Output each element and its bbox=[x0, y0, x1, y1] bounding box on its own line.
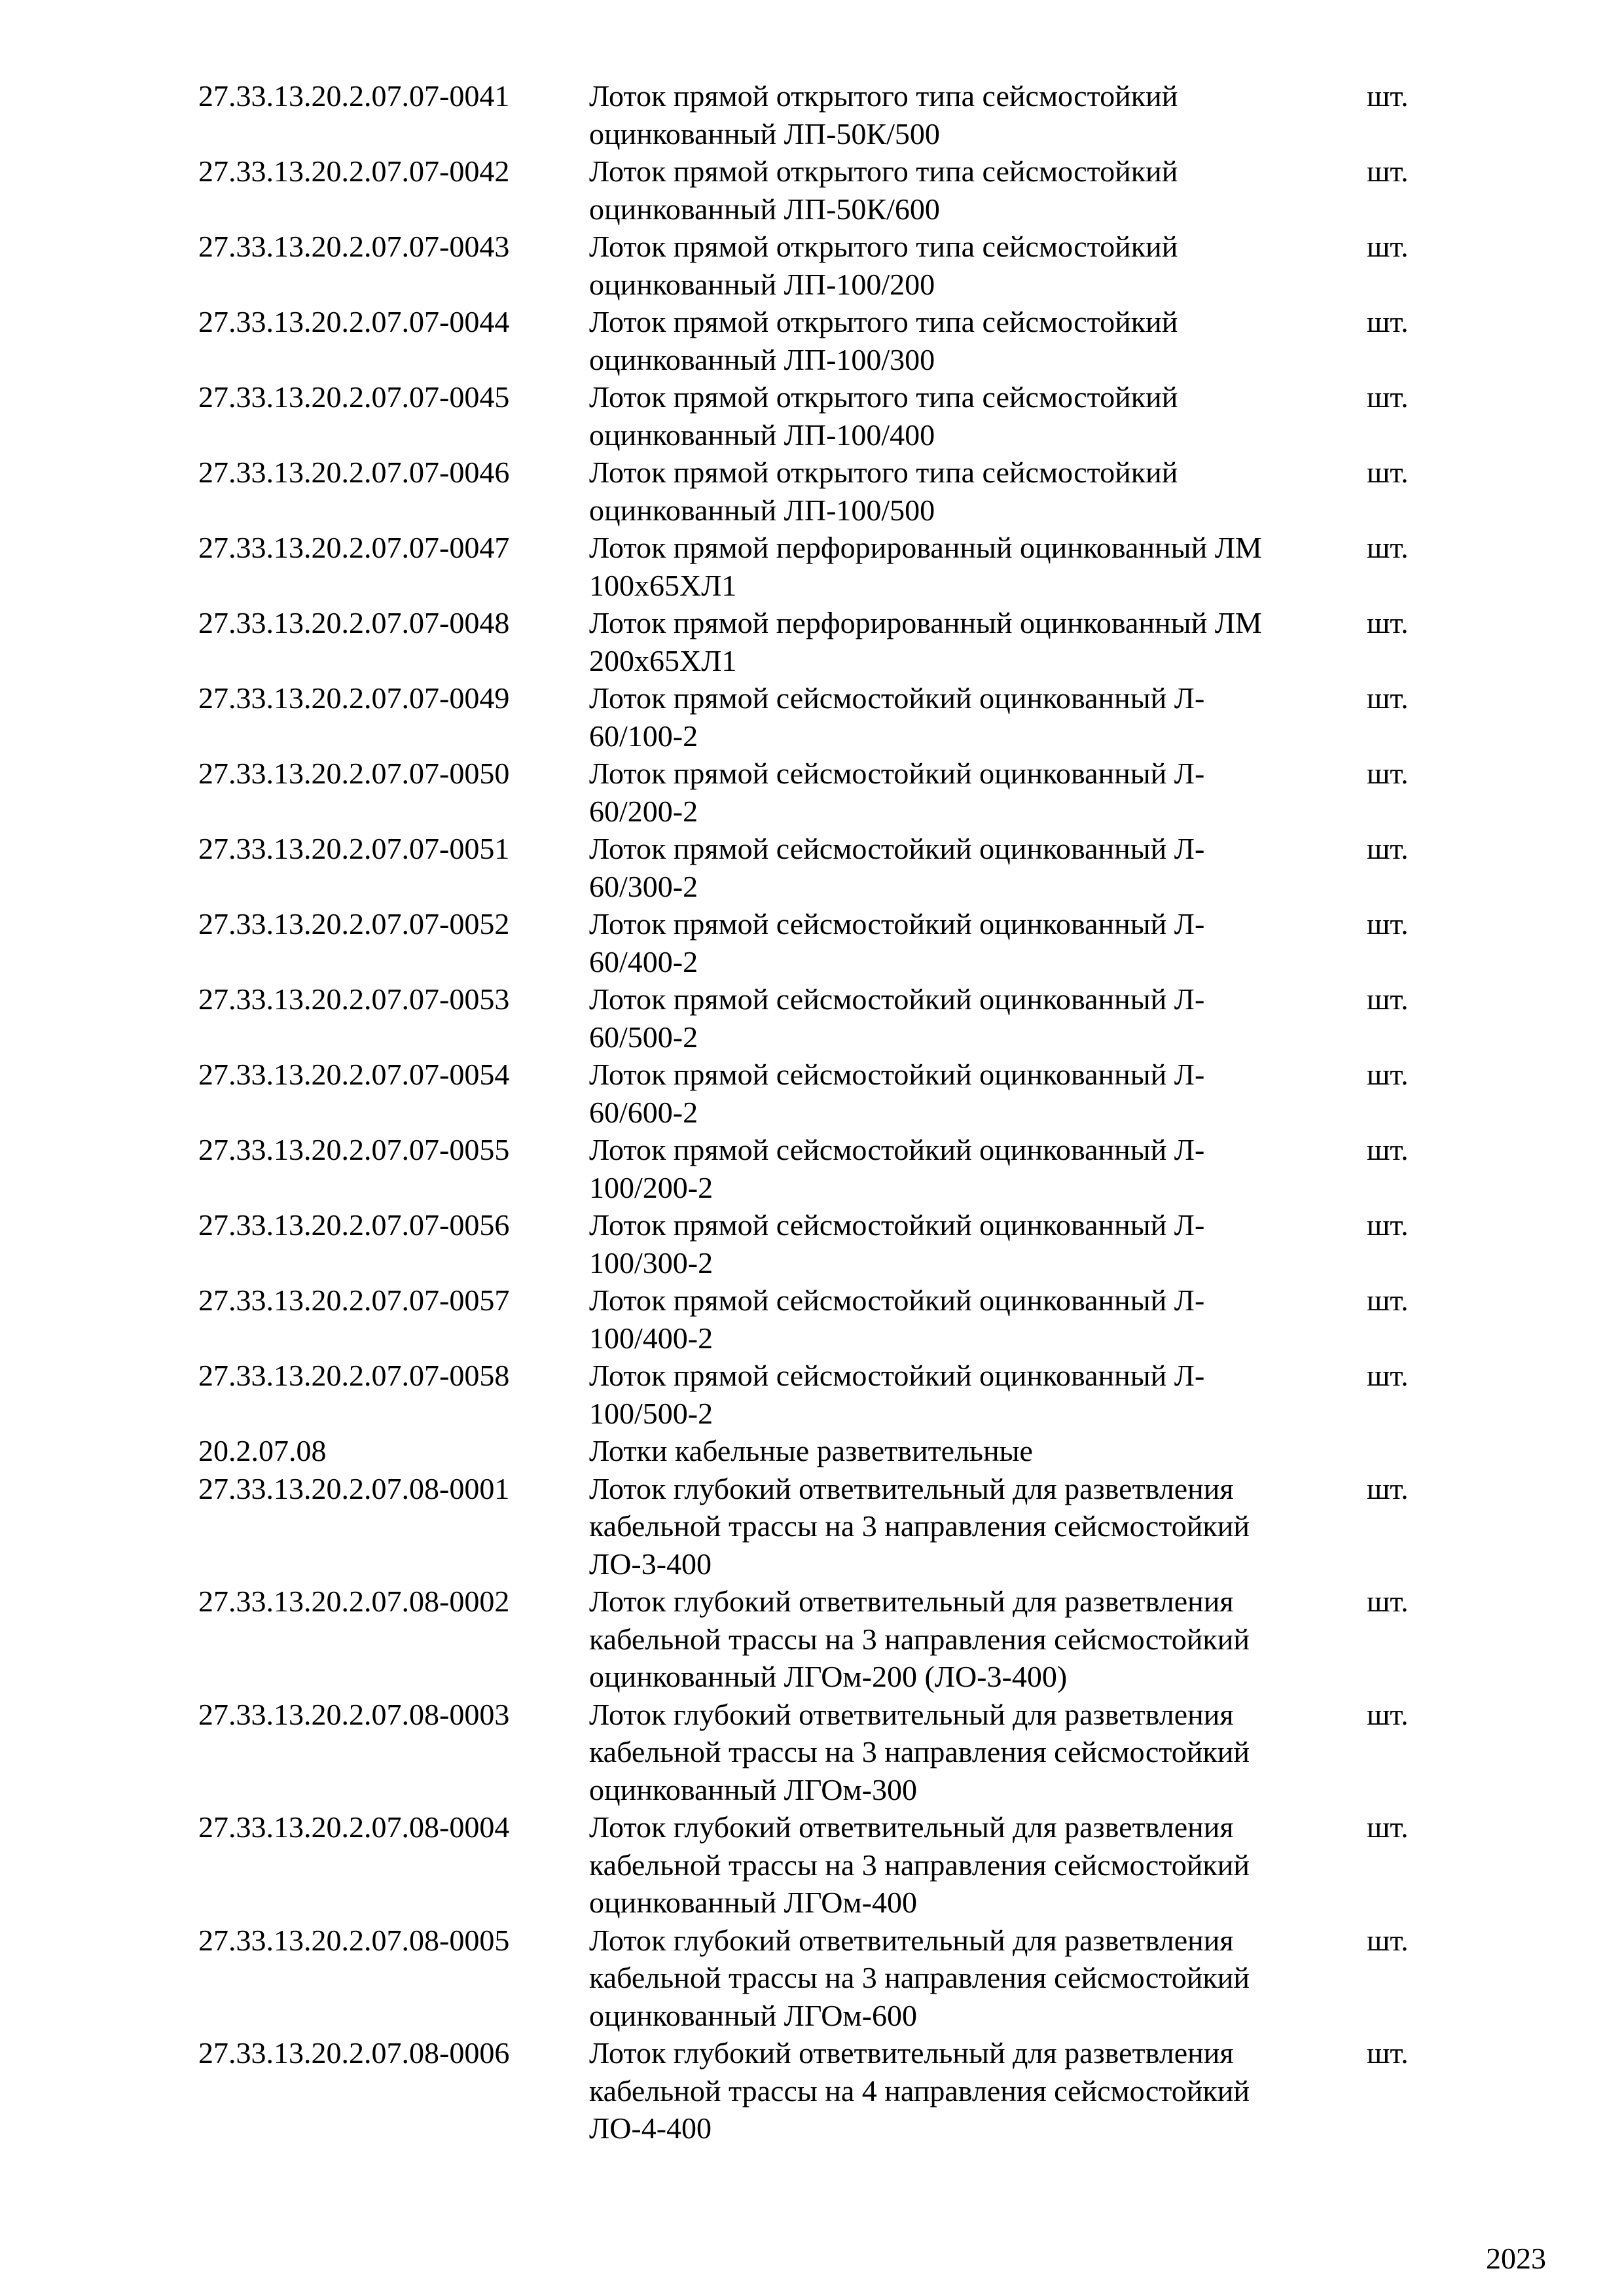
table-row bbox=[198, 77, 1442, 152]
resource-code: 27.33.13.20.2.07.07-0056 bbox=[198, 1208, 510, 1242]
resource-name-line: кабельной трассы на 3 направления сейсмостойкий bbox=[589, 1509, 1250, 1543]
table-row bbox=[198, 303, 1442, 378]
resource-name-line: 60/500-2 bbox=[589, 1020, 698, 1054]
resource-name-line: оцинкованный ЛП-100/300 bbox=[589, 342, 935, 376]
resource-name-line: 60/100-2 bbox=[589, 719, 698, 753]
unit-of-measure: шт. bbox=[1367, 456, 1409, 489]
table-row bbox=[198, 1131, 1442, 1206]
unit-of-measure: шт. bbox=[1367, 1923, 1409, 1957]
resource-name-line: оцинкованный ЛГОм-300 bbox=[589, 1772, 917, 1806]
resource-code: 27.33.13.20.2.07.07-0046 bbox=[198, 456, 510, 489]
resource-name-line: Лотки кабельные разветвительные bbox=[589, 1434, 1033, 1467]
table-row bbox=[198, 1808, 1442, 1922]
resource-name-line: 60/200-2 bbox=[589, 794, 698, 828]
resource-name-line: 60/300-2 bbox=[589, 869, 698, 903]
resource-code: 27.33.13.20.2.07.07-0044 bbox=[198, 305, 510, 338]
resource-name bbox=[589, 679, 1276, 755]
resource-name bbox=[589, 1131, 1276, 1206]
resource-name-line: Лоток прямой сейсмостойкий оцинкованный Л- bbox=[589, 1058, 1205, 1091]
resource-name-line: оцинкованный ЛП-100/200 bbox=[589, 267, 935, 301]
resource-name-line: Лоток прямой открытого типа сейсмостойкий bbox=[589, 79, 1178, 113]
resource-name bbox=[589, 755, 1276, 830]
table-row bbox=[198, 905, 1442, 980]
resource-table bbox=[198, 77, 1442, 2147]
resource-code: 27.33.13.20.2.07.07-0041 bbox=[198, 79, 510, 113]
resource-name-line: оцинкованный ЛП-50К/600 bbox=[589, 192, 940, 226]
resource-code: 27.33.13.20.2.07.07-0042 bbox=[198, 154, 510, 188]
resource-name-line: Лоток глубокий ответвительный для разветвления bbox=[589, 2036, 1234, 2070]
table-row bbox=[198, 1357, 1442, 1432]
resource-code: 27.33.13.20.2.07.08-0001 bbox=[198, 1471, 510, 1505]
table-row bbox=[198, 679, 1442, 755]
resource-code: 27.33.13.20.2.07.07-0052 bbox=[198, 907, 510, 941]
resource-name bbox=[589, 1922, 1276, 2035]
resource-name-line: оцинкованный ЛГОм-600 bbox=[589, 1998, 917, 2032]
resource-name-line: Лоток прямой сейсмостойкий оцинкованный Л- bbox=[589, 1133, 1205, 1166]
resource-name-line: Лоток прямой открытого типа сейсмостойкий bbox=[589, 305, 1178, 338]
resource-code: 27.33.13.20.2.07.07-0043 bbox=[198, 230, 510, 263]
resource-name-line: Лоток прямой открытого типа сейсмостойкий bbox=[589, 230, 1178, 263]
resource-code: 27.33.13.20.2.07.07-0051 bbox=[198, 832, 510, 865]
resource-name bbox=[589, 152, 1276, 228]
resource-code: 27.33.13.20.2.07.08-0005 bbox=[198, 1923, 510, 1957]
resource-code: 27.33.13.20.2.07.07-0054 bbox=[198, 1058, 510, 1091]
resource-name bbox=[589, 830, 1276, 905]
table-row bbox=[198, 1432, 1442, 1470]
table-row bbox=[198, 1282, 1442, 1357]
resource-name bbox=[589, 1432, 1276, 1470]
resource-name-line: 100/400-2 bbox=[589, 1321, 713, 1355]
unit-of-measure: шт. bbox=[1367, 982, 1409, 1016]
resource-name-line: Лоток прямой сейсмостойкий оцинкованный Л- bbox=[589, 832, 1205, 865]
resource-code: 27.33.13.20.2.07.08-0003 bbox=[198, 1697, 510, 1731]
resource-code: 27.33.13.20.2.07.07-0047 bbox=[198, 531, 510, 564]
resource-name bbox=[589, 1696, 1276, 1809]
resource-name-line: Лоток прямой перфорированный оцинкованный ЛМ bbox=[589, 606, 1262, 639]
unit-of-measure: шт. bbox=[1367, 1133, 1409, 1166]
table-row bbox=[198, 454, 1442, 529]
resource-code: 27.33.13.20.2.07.07-0045 bbox=[198, 380, 510, 414]
resource-name-line: Лоток прямой сейсмостойкий оцинкованный Л- bbox=[589, 681, 1205, 715]
resource-name-line: оцинкованный ЛГОм-200 (ЛО-3-400) bbox=[589, 1660, 1068, 1693]
resource-name-line: Лоток глубокий ответвительный для разветвления bbox=[589, 1697, 1234, 1731]
resource-code: 27.33.13.20.2.07.08-0006 bbox=[198, 2036, 510, 2070]
table-row bbox=[198, 529, 1442, 604]
resource-name-line: Лоток прямой открытого типа сейсмостойкий bbox=[589, 380, 1178, 414]
unit-of-measure: шт. bbox=[1367, 907, 1409, 941]
resource-name-line: кабельной трассы на 3 направления сейсмостойкий bbox=[589, 1735, 1250, 1768]
resource-code: 27.33.13.20.2.07.08-0004 bbox=[198, 1810, 510, 1844]
resource-name bbox=[589, 905, 1276, 980]
resource-code: 27.33.13.20.2.07.07-0050 bbox=[198, 757, 510, 790]
resource-name-line: 100x65ХЛ1 bbox=[589, 568, 737, 602]
resource-code: 27.33.13.20.2.07.07-0055 bbox=[198, 1133, 510, 1166]
unit-of-measure: шт. bbox=[1367, 1810, 1409, 1844]
table-row bbox=[198, 1922, 1442, 2035]
resource-name-line: кабельной трассы на 4 направления сейсмостойкий bbox=[589, 2073, 1250, 2108]
resource-name bbox=[589, 1808, 1276, 1922]
resource-code: 27.33.13.20.2.07.07-0048 bbox=[198, 606, 510, 639]
resource-name-line: Лоток глубокий ответвительный для разветвления bbox=[589, 1810, 1234, 1844]
unit-of-measure: шт. bbox=[1367, 230, 1409, 263]
resource-name-line: 60/400-2 bbox=[589, 944, 698, 978]
table-row bbox=[198, 604, 1442, 679]
resource-name bbox=[589, 1583, 1276, 1696]
resource-name bbox=[589, 228, 1276, 303]
resource-name-line: Лоток глубокий ответвительный для разветвления bbox=[589, 1585, 1234, 1618]
resource-name-line: Лоток прямой сейсмостойкий оцинкованный Л- bbox=[589, 1283, 1205, 1317]
unit-of-measure: шт. bbox=[1367, 380, 1409, 414]
unit-of-measure: шт. bbox=[1367, 1471, 1409, 1505]
resource-name-line: оцинкованный ЛП-100/500 bbox=[589, 493, 935, 527]
unit-of-measure: шт. bbox=[1367, 2036, 1409, 2070]
table-row bbox=[198, 980, 1442, 1056]
unit-of-measure: шт. bbox=[1367, 832, 1409, 865]
resource-name bbox=[589, 1282, 1276, 1357]
resource-name-line: кабельной трассы на 3 направления сейсмостойкий bbox=[589, 1961, 1250, 1994]
table-row bbox=[198, 1696, 1442, 1809]
table-row bbox=[198, 152, 1442, 228]
resource-name-line: ЛО-4-400 bbox=[589, 2111, 712, 2145]
resource-name-line: Лоток прямой сейсмостойкий оцинкованный Л- bbox=[589, 1359, 1205, 1392]
resource-code: 27.33.13.20.2.07.07-0057 bbox=[198, 1283, 510, 1317]
resource-name bbox=[589, 1056, 1276, 1131]
resource-name-line: кабельной трассы на 3 направления сейсмостойкий bbox=[589, 1848, 1250, 1882]
table-row bbox=[198, 2034, 1442, 2147]
resource-name bbox=[589, 77, 1276, 152]
table-row bbox=[198, 378, 1442, 454]
unit-of-measure: шт. bbox=[1367, 531, 1409, 564]
unit-of-measure: шт. bbox=[1367, 1585, 1409, 1618]
resource-name-line: 100/200-2 bbox=[589, 1170, 713, 1204]
resource-code: 20.2.07.08 bbox=[198, 1434, 327, 1467]
resource-code: 27.33.13.20.2.07.08-0002 bbox=[198, 1585, 510, 1618]
resource-name-line: оцинкованный ЛГОм-400 bbox=[589, 1886, 917, 1919]
resource-name-line: 100/500-2 bbox=[589, 1396, 713, 1430]
resource-name bbox=[589, 303, 1276, 378]
table-row bbox=[198, 1056, 1442, 1131]
table-row bbox=[198, 228, 1442, 303]
resource-code: 27.33.13.20.2.07.07-0058 bbox=[198, 1359, 510, 1392]
page-number: 2023 bbox=[1486, 2242, 1546, 2275]
resource-name-line: 100/300-2 bbox=[589, 1246, 713, 1280]
unit-of-measure: шт. bbox=[1367, 606, 1409, 639]
resource-code: 27.33.13.20.2.07.07-0049 bbox=[198, 681, 510, 715]
resource-name-line: Лоток прямой перфорированный оцинкованный ЛМ bbox=[589, 531, 1262, 564]
resource-name bbox=[589, 1470, 1276, 1583]
resource-name-line: 200x65ХЛ1 bbox=[589, 643, 737, 677]
resource-name-line: оцинкованный ЛП-50К/500 bbox=[589, 117, 940, 151]
resource-code: 27.33.13.20.2.07.07-0053 bbox=[198, 982, 510, 1016]
unit-of-measure: шт. bbox=[1367, 757, 1409, 790]
table-row bbox=[198, 1583, 1442, 1696]
resource-name-line: Лоток глубокий ответвительный для разветвления bbox=[589, 1471, 1234, 1505]
resource-name-line: Лоток глубокий ответвительный для разветвления bbox=[589, 1923, 1234, 1957]
unit-of-measure: шт. bbox=[1367, 154, 1409, 188]
table-row bbox=[198, 1206, 1442, 1282]
unit-of-measure: шт. bbox=[1367, 1697, 1409, 1731]
resource-name-line: Лоток прямой открытого типа сейсмостойкий bbox=[589, 154, 1178, 188]
resource-name-line: Лоток прямой сейсмостойкий оцинкованный Л- bbox=[589, 757, 1205, 790]
resource-name-line: 60/600-2 bbox=[589, 1095, 698, 1129]
resource-name bbox=[589, 2034, 1276, 2147]
unit-of-measure: шт. bbox=[1367, 79, 1409, 113]
unit-of-measure: шт. bbox=[1367, 1208, 1409, 1242]
unit-of-measure: шт. bbox=[1367, 1359, 1409, 1392]
table-row bbox=[198, 755, 1442, 830]
resource-name bbox=[589, 1357, 1276, 1432]
resource-name bbox=[589, 454, 1276, 529]
resource-name bbox=[589, 1206, 1276, 1282]
resource-name-line: Лоток прямой сейсмостойкий оцинкованный Л- bbox=[589, 982, 1205, 1016]
resource-name bbox=[589, 529, 1276, 604]
resource-name-line: Лоток прямой сейсмостойкий оцинкованный Л- bbox=[589, 907, 1205, 941]
table-row bbox=[198, 1470, 1442, 1583]
resource-name-line: оцинкованный ЛП-100/400 bbox=[589, 418, 935, 452]
resource-name bbox=[589, 604, 1276, 679]
unit-of-measure: шт. bbox=[1367, 1058, 1409, 1091]
unit-of-measure: шт. bbox=[1367, 305, 1409, 338]
table-row bbox=[198, 830, 1442, 905]
resource-name-line: Лоток прямой открытого типа сейсмостойкий bbox=[589, 456, 1178, 489]
resource-name-line: кабельной трассы на 3 направления сейсмостойкий bbox=[589, 1622, 1250, 1656]
resource-name-line: ЛО-3-400 bbox=[589, 1547, 712, 1581]
resource-name-line: Лоток прямой сейсмостойкий оцинкованный Л- bbox=[589, 1208, 1205, 1242]
unit-of-measure: шт. bbox=[1367, 1283, 1409, 1317]
unit-of-measure: шт. bbox=[1367, 681, 1409, 715]
resource-name bbox=[589, 980, 1276, 1056]
resource-name bbox=[589, 378, 1276, 454]
